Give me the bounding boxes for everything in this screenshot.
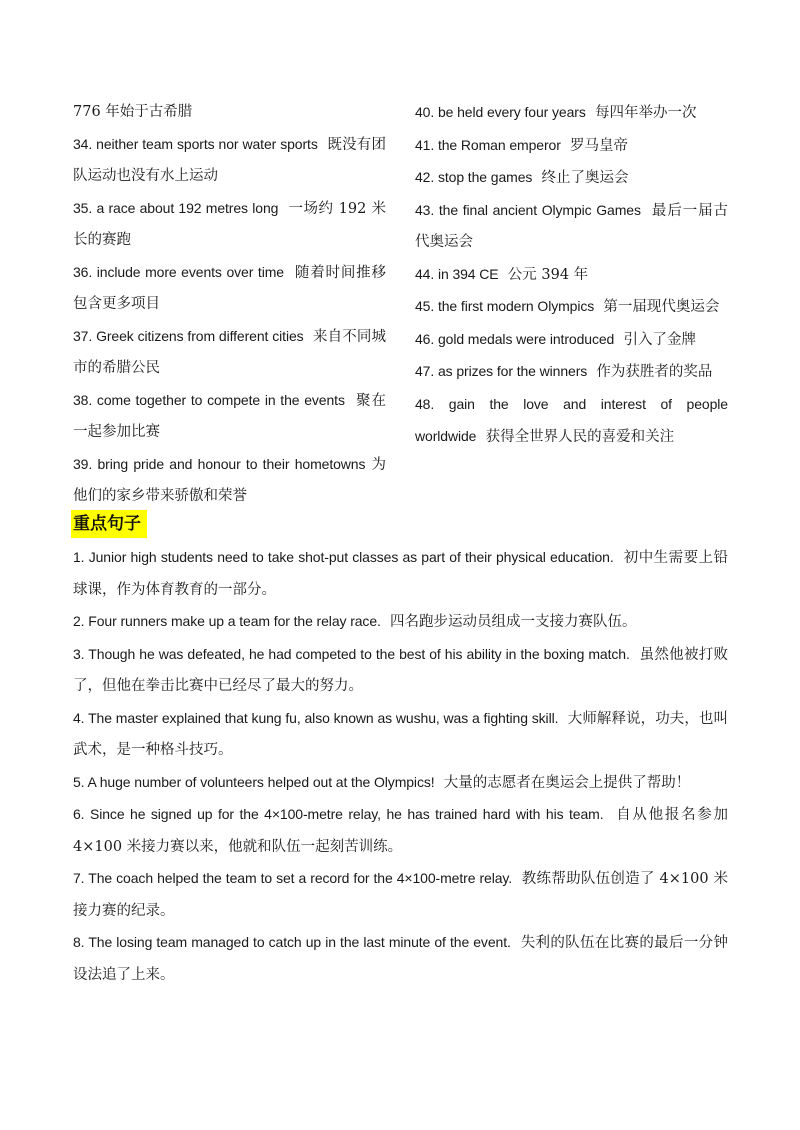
phrase-item — [415, 130, 728, 163]
phrase-chinese: 获得全世界人民的喜爱和关注 — [485, 429, 675, 445]
phrase-chinese: 随着时间推移包含更多项目 — [73, 264, 387, 312]
sentence-english: 3. Though he was defeated, he had competed to the best of his ability in the boxing match. — [73, 645, 630, 662]
phrase-chinese: 既没有团队运动也没有水上运动 — [73, 136, 387, 184]
phrase-chinese: 最后一届古代奥运会 — [415, 202, 729, 250]
sentence-chinese: 初中生需要上铅球课，作为体育教育的一部分。 — [73, 550, 729, 598]
phrase-item — [415, 324, 728, 357]
sentence-item — [73, 863, 728, 927]
phrase-english: 43. the final ancient Olympic Games — [415, 201, 641, 218]
phrase-chinese: 776 年始于古希腊 — [73, 104, 193, 120]
sentence-chinese: 自从他报名参加 4×100 米接力赛以来，他就和队伍一起刻苦训练。 — [73, 807, 729, 855]
sentence-item — [73, 542, 728, 606]
sentence-english: 5. A huge number of volunteers helped out at the Olympics! — [73, 773, 435, 790]
phrase-chinese: 罗马皇帝 — [569, 137, 628, 154]
phrase-chinese: 每四年举办一次 — [594, 105, 697, 121]
phrase-item — [73, 449, 386, 513]
sentence-item — [73, 639, 728, 703]
sentence-english: 6. Since he signed up for the 4×100-metre relay, he has trained hard with his team. — [73, 806, 604, 822]
sentence-english: 4. The master explained that kung fu, also known as wushu, was a fighting skill. — [73, 709, 559, 726]
sentence-item — [73, 799, 728, 863]
section-heading: 重点句子 — [71, 510, 147, 538]
phrase-english: 41. the Roman emperor — [415, 136, 561, 153]
phrase-chinese: 来自不同城市的希腊公民 — [73, 328, 387, 376]
phrase-english: 38. come together to compete in the events — [73, 391, 345, 408]
phrase-item — [73, 385, 386, 449]
phrase-chinese: 公元 394 年 — [507, 266, 589, 283]
sentence-chinese: 虽然他被打败了，但他在拳击比赛中已经尽了最大的努力。 — [73, 646, 729, 694]
phrase-english: 48. gain the love and interest of people worldwide — [415, 395, 728, 444]
sentence-chinese: 大量的志愿者在奥运会上提供了帮助！ — [443, 774, 691, 791]
phrase-item — [415, 259, 728, 292]
phrase-english: 46. gold medals were introduced — [415, 330, 615, 347]
sentence-chinese: 失利的队伍在比赛的最后一分钟设法追了上来。 — [73, 935, 729, 983]
key-sentences-list — [73, 542, 728, 991]
sentence-english: 7. The coach helped the team to set a record for the 4×100-metre relay. — [73, 870, 513, 886]
phrase-english: 35. a race about 192 metres long — [73, 199, 279, 216]
sentence-english: 1. Junior high students need to take shot-put classes as part of their physical education. — [73, 549, 614, 565]
phrase-chinese: 一场约 192 米长的赛跑 — [73, 200, 386, 248]
phrase-list — [73, 97, 728, 513]
phrase-item — [415, 356, 728, 389]
sentence-english: 2. Four runners make up a team for the relay race. — [73, 613, 381, 629]
phrase-chinese: 聚在一起参加比赛 — [73, 392, 387, 440]
phrase-english: 39. bring pride and honour to their hometowns — [73, 455, 366, 472]
phrase-english: 47. as prizes for the winners — [415, 363, 588, 379]
phrase-chinese: 引入了金牌 — [623, 331, 696, 348]
phrase-item — [73, 97, 386, 129]
phrase-english: 36. include more events over time — [73, 263, 284, 280]
phrase-item — [73, 129, 386, 193]
phrase-item — [73, 257, 386, 321]
phrase-chinese: 作为获胜者的奖品 — [596, 364, 713, 380]
sentence-item — [73, 606, 728, 639]
phrase-chinese: 终止了奥运会 — [541, 170, 629, 186]
sentence-item — [73, 767, 728, 800]
phrase-chinese: 第一届现代奥运会 — [603, 299, 720, 315]
sentence-chinese: 大师解释说，功夫，也叫武术，是一种格斗技巧。 — [73, 710, 729, 758]
sentence-item — [73, 703, 728, 767]
phrase-item — [415, 195, 728, 259]
sentence-english: 8. The losing team managed to catch up in the last minute of the event. — [73, 934, 511, 950]
phrase-english: 44. in 394 CE — [415, 265, 499, 282]
phrase-english: 37. Greek citizens from different cities — [73, 327, 304, 344]
phrase-item — [415, 162, 728, 195]
phrase-english: 42. stop the games — [415, 169, 533, 185]
phrase-item — [415, 389, 728, 454]
phrase-column-left — [73, 97, 386, 513]
sentence-chinese: 教练帮助队伍创造了 4×100 米接力赛的纪录。 — [73, 871, 728, 919]
phrase-item — [73, 193, 386, 257]
sentence-chinese: 四名跑步运动员组成一支接力赛队伍。 — [390, 614, 637, 630]
sentence-item — [73, 927, 728, 991]
phrase-column-right — [415, 97, 728, 513]
phrase-item — [415, 97, 728, 130]
phrase-english: 45. the first modern Olympics — [415, 298, 595, 314]
phrase-chinese: 为他们的家乡带来骄傲和荣誉 — [73, 456, 387, 504]
phrase-item — [415, 291, 728, 324]
phrase-item — [73, 321, 386, 385]
phrase-english: 34. neither team sports nor water sports — [73, 135, 318, 152]
phrase-english: 40. be held every four years — [415, 104, 586, 120]
